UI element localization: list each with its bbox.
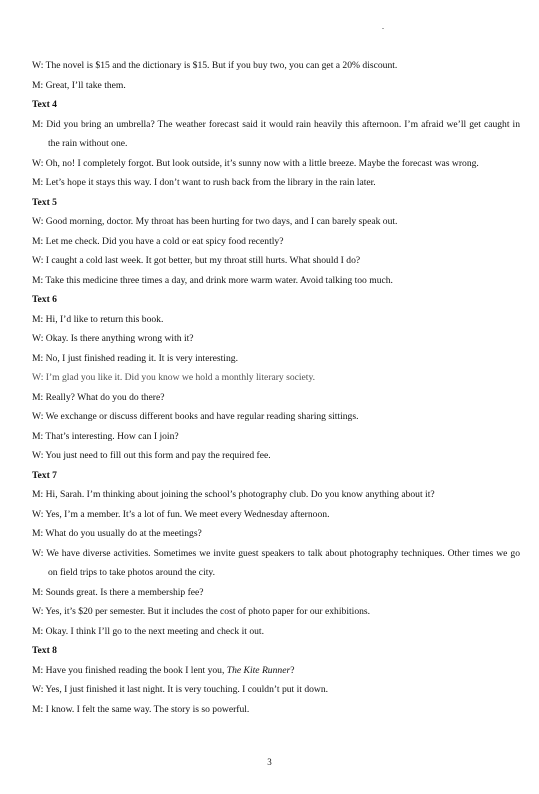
- section-heading: Text 5: [32, 196, 57, 208]
- dialog-line: M: Hi, I’d like to return this book.: [32, 313, 164, 325]
- dialog-line: W: The novel is $15 and the dictionary is $15. But if you buy two, you can get a 20% discount.: [32, 60, 398, 71]
- dialog-line: W: Yes, I’m a member. It’s a lot of fun. We meet every Wednesday afternoon.: [32, 508, 330, 520]
- dialog-line: M: What do you usually do at the meetings?: [32, 528, 202, 539]
- dialog-line: M: No, I just finished reading it. It is very interesting.: [32, 352, 238, 364]
- section-heading: Text 7: [32, 469, 57, 481]
- dialog-line: W: We exchange or discuss different books and have regular reading sharing sittings.: [32, 411, 359, 422]
- dialog-line: M: Let me check. Did you have a cold or eat spicy food recently?: [32, 235, 284, 247]
- book-title: The Kite Runner: [226, 664, 291, 676]
- dialog-line: M: I know. I felt the same way. The story is so powerful.: [32, 703, 250, 715]
- section-heading: Text 6: [32, 294, 57, 305]
- section-heading: Text 4: [32, 99, 57, 110]
- dialog-line: M: Really? What do you do there?: [32, 391, 165, 403]
- dialog-line: M: Take this medicine three times a day, and drink more warm water. Avoid talking too much.: [32, 274, 393, 286]
- dialog-line: W: Good morning, doctor. My throat has been hurting for two days, and I can barely speak out.: [32, 216, 398, 227]
- dialog-line: M: Let’s hope it stays this way. I don’t want to rush back from the library in the rain later.: [32, 177, 376, 188]
- dialog-line: W: Yes, it’s $20 per semester. But it includes the cost of photo paper for our exhibitions.: [32, 606, 371, 617]
- dialog-line: W: We have diverse activities. Sometimes we invite guest speakers to talk about photography techniques. Other times we go on field trips to take photos around the city.: [32, 547, 520, 578]
- dialog-line: W: Okay. Is there anything wrong with it?: [32, 333, 194, 344]
- dialog-line: M: Great, I’ll take them.: [32, 79, 126, 91]
- dialog-line: W: I’m glad you like it. Did you know we hold a monthly literary society.: [32, 372, 316, 383]
- dialog-text-suffix: ?: [290, 664, 295, 676]
- dialog-line: [32, 661, 520, 681]
- dialog-line: M: Okay. I think I’ll go to the next meeting and check it out.: [32, 625, 264, 637]
- dialog-line: M: That’s interesting. How can I join?: [32, 430, 179, 442]
- dialog-line: W: You just need to fill out this form and pay the required fee.: [32, 450, 271, 461]
- section-heading: Text 8: [32, 645, 57, 656]
- dialog-text: M: Have you finished reading the book I lent you,: [32, 664, 227, 676]
- dialog-line: M: Did you bring an umbrella? The weather forecast said it would rain heavily this afternoon. I’m afraid we’ll get caught in the rain without one.: [32, 118, 520, 149]
- header-mark: .: [382, 22, 384, 31]
- dialog-line: M: Sounds great. Is there a membership fee?: [32, 586, 204, 598]
- dialog-line: M: Hi, Sarah. I’m thinking about joining the school’s photography club. Do you know anything about it?: [32, 489, 435, 500]
- dialog-line: W: I caught a cold last week. It got better, but my throat still hurts. What should I do?: [32, 255, 361, 266]
- dialog-line: W: Yes, I just finished it last night. It is very touching. I couldn’t put it down.: [32, 684, 329, 695]
- dialog-line: W: Oh, no! I completely forgot. But look outside, it’s sunny now with a little breeze. Maybe the forecast was wrong.: [32, 157, 479, 169]
- page-number: 3: [267, 757, 272, 767]
- transcript: [32, 56, 520, 719]
